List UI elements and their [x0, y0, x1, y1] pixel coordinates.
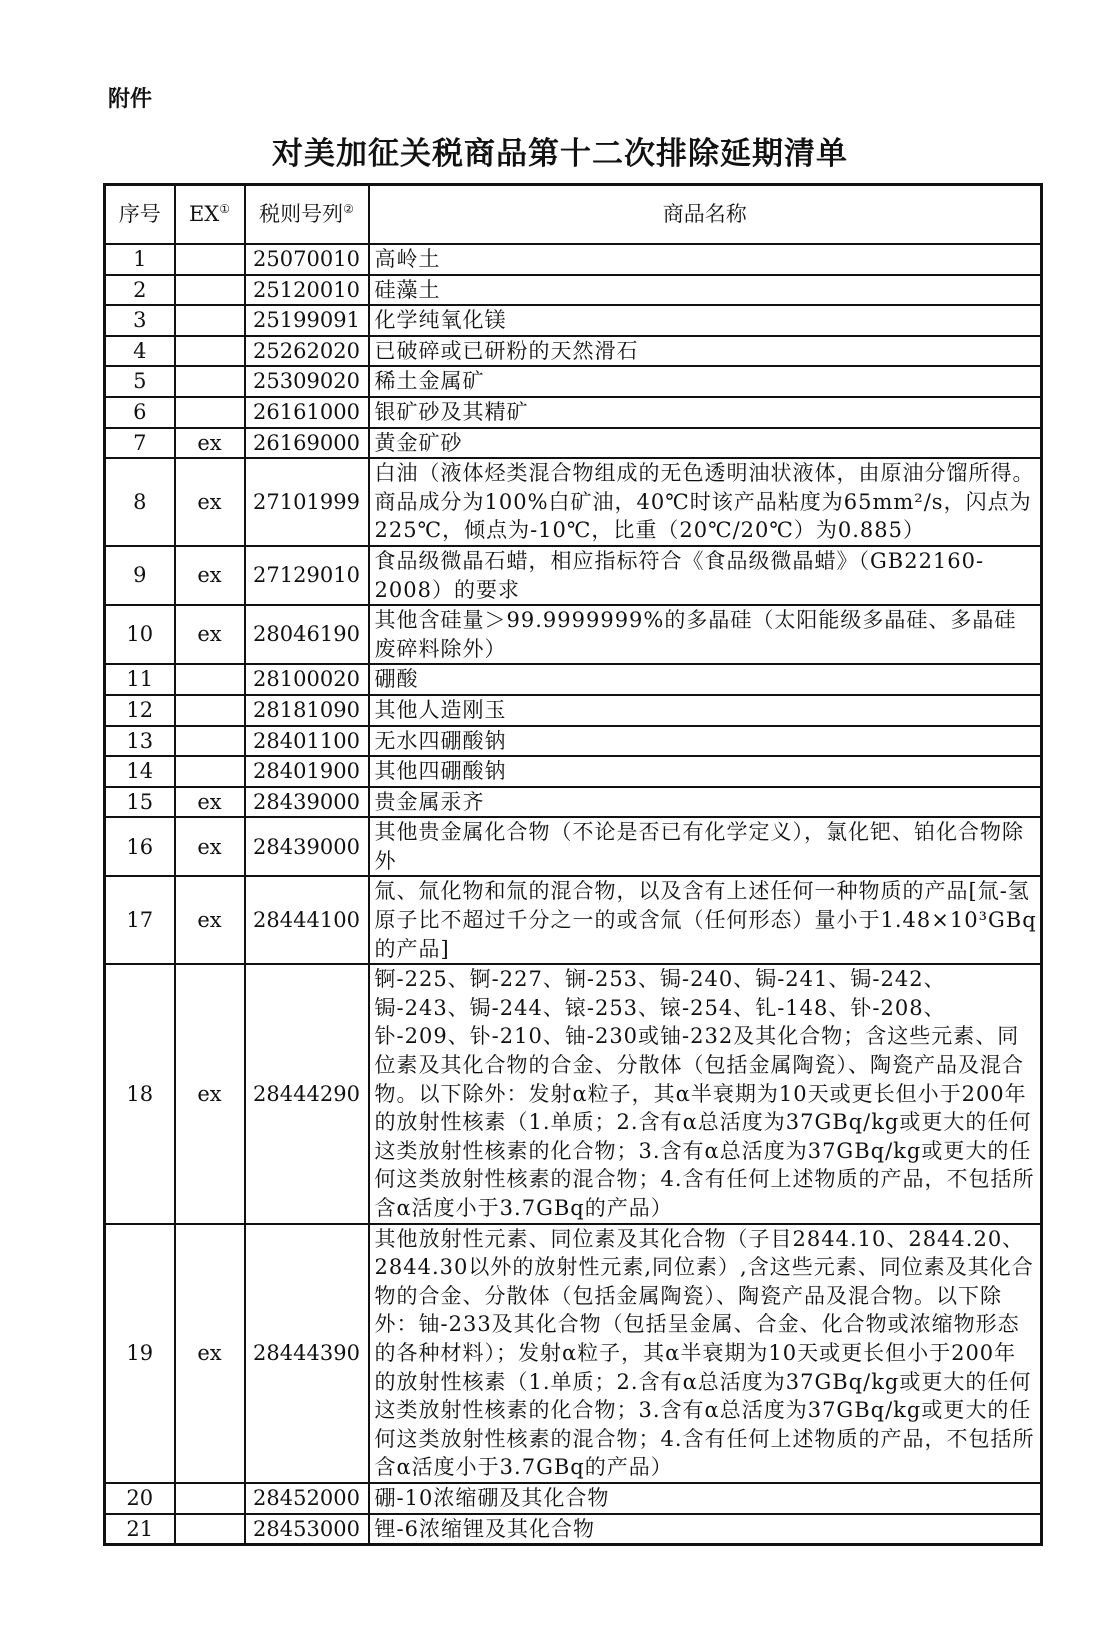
row-name: 食品级微晶石蜡，相应指标符合《食品级微晶蜡》（GB22160-2008）的要求	[369, 546, 1042, 605]
row-name: 硼-10浓缩硼及其化合物	[369, 1483, 1042, 1514]
row-code: 26169000	[245, 428, 369, 459]
row-code: 28401100	[245, 726, 369, 757]
row-seq: 10	[105, 605, 175, 664]
row-code: 28100020	[245, 664, 369, 695]
table-row	[105, 664, 1042, 695]
row-code: 26161000	[245, 397, 369, 428]
row-code: 28444100	[245, 876, 369, 964]
row-name: 贵金属汞齐	[369, 787, 1042, 818]
row-code: 25070010	[245, 244, 369, 275]
row-name: 银矿砂及其精矿	[369, 397, 1042, 428]
row-name: 化学纯氧化镁	[369, 305, 1042, 336]
row-name: 无水四硼酸钠	[369, 726, 1042, 757]
row-name: 其他含硅量＞99.9999999%的多晶硅（太阳能级多晶硅、多晶硅废碎料除外）	[369, 605, 1042, 664]
table-row	[105, 244, 1042, 275]
row-ex: ex	[175, 546, 245, 605]
row-ex: ex	[175, 787, 245, 818]
row-seq: 11	[105, 664, 175, 695]
row-seq: 15	[105, 787, 175, 818]
table-row	[105, 336, 1042, 367]
row-ex	[175, 1483, 245, 1514]
row-code: 28401900	[245, 756, 369, 787]
table-row	[105, 428, 1042, 459]
row-code: 28452000	[245, 1483, 369, 1514]
row-code: 25309020	[245, 366, 369, 397]
row-name: 锂-6浓缩锂及其化合物	[369, 1514, 1042, 1545]
table-row	[105, 458, 1042, 546]
row-ex	[175, 275, 245, 306]
row-ex	[175, 336, 245, 367]
table-row	[105, 366, 1042, 397]
header-ex-label: EX	[188, 202, 220, 227]
row-ex: ex	[175, 1224, 245, 1483]
table-row	[105, 275, 1042, 306]
table-row	[105, 1483, 1042, 1514]
row-code: 28046190	[245, 605, 369, 664]
row-name: 其他人造刚玉	[369, 695, 1042, 726]
row-seq: 4	[105, 336, 175, 367]
header-code-label: 税则号列	[259, 202, 344, 227]
table-row	[105, 726, 1042, 757]
row-code: 28439000	[245, 787, 369, 818]
row-seq: 6	[105, 397, 175, 428]
header-seq: 序号	[105, 185, 175, 245]
row-ex	[175, 695, 245, 726]
row-seq: 17	[105, 876, 175, 964]
table-row	[105, 546, 1042, 605]
document-title: 对美加征关税商品第十二次排除延期清单	[272, 136, 848, 172]
row-code: 28444290	[245, 964, 369, 1223]
table-row	[105, 817, 1042, 876]
row-code: 28453000	[245, 1514, 369, 1545]
row-code: 25120010	[245, 275, 369, 306]
row-ex	[175, 305, 245, 336]
row-seq: 19	[105, 1224, 175, 1483]
row-seq: 8	[105, 458, 175, 546]
row-seq: 16	[105, 817, 175, 876]
row-ex	[175, 397, 245, 428]
header-code	[245, 185, 369, 245]
row-ex	[175, 244, 245, 275]
row-ex: ex	[175, 876, 245, 964]
table-row	[105, 1514, 1042, 1545]
row-seq: 13	[105, 726, 175, 757]
row-ex: ex	[175, 428, 245, 459]
row-seq: 14	[105, 756, 175, 787]
row-name: 硅藻土	[369, 275, 1042, 306]
row-ex	[175, 1514, 245, 1545]
attachment-label: 附件	[108, 87, 153, 112]
table-row	[105, 964, 1042, 1223]
row-seq: 20	[105, 1483, 175, 1514]
table-row	[105, 1224, 1042, 1483]
table-row	[105, 605, 1042, 664]
row-seq: 3	[105, 305, 175, 336]
row-ex	[175, 664, 245, 695]
row-code: 28439000	[245, 817, 369, 876]
row-name: 氚、氚化物和氚的混合物，以及含有上述任何一种物质的产品[氚-氢原子比不超过千分之一的或含氚（任何形态）量小于1.48×10³GBq的产品]	[369, 876, 1042, 964]
row-code: 27129010	[245, 546, 369, 605]
row-name: 稀土金属矿	[369, 366, 1042, 397]
table-row	[105, 397, 1042, 428]
row-code: 25199091	[245, 305, 369, 336]
row-code: 27101999	[245, 458, 369, 546]
row-name: 其他放射性元素、同位素及其化合物（子目2844.10、2844.20、2844.30以外的放射性元素,同位素）,含这些元素、同位素及其化合物的合金、分散体（包括金属陶瓷）、陶瓷产品及混合物。以下除外：铀-233及其化合物（包括呈金属、合金、化合物或浓缩物形态的各种材料）；发射α粒子，其α半衰期为10天或更长但小于200年的放射性核素（1.单质；2.含有α总活度为37GBq/kg或更大的任何这类放射性核素的化合物；3.含有α总活度为37GBq/kg或更大的任何这类放射性核素的混合物；4.含有任何上述物质的产品，不包括所含α活度小于3.7GBq的产品）	[369, 1224, 1042, 1483]
row-seq: 2	[105, 275, 175, 306]
row-code: 28444390	[245, 1224, 369, 1483]
row-seq: 9	[105, 546, 175, 605]
row-ex: ex	[175, 458, 245, 546]
row-ex: ex	[175, 817, 245, 876]
row-seq: 1	[105, 244, 175, 275]
row-name: 锕-225、锕-227、锎-253、锔-240、锔-241、锔-242、锔-243、锔-244、锿-253、锿-254、钆-148、钋-208、钋-209、钋-210、铀-230或铀-232及其化合物；含这些元素、同位素及其化合物的合金、分散体（包括金属陶瓷）、陶瓷产品及混合物。以下除外：发射α粒子，其α半衰期为10天或更长但小于200年的放射性核素（1.单质；2.含有α总活度为37GBq/kg或更大的任何这类放射性核素的化合物；3.含有α总活度为37GBq/kg或更大的任何这类放射性核素的混合物；4.含有任何上述物质的产品，不包括所含α活度小于3.7GBq的产品）	[369, 964, 1042, 1223]
row-name: 黄金矿砂	[369, 428, 1042, 459]
row-ex	[175, 726, 245, 757]
row-name: 已破碎或已研粉的天然滑石	[369, 336, 1042, 367]
row-name: 白油（液体烃类混合物组成的无色透明油状液体，由原油分馏所得。商品成分为100%白矿油，40℃时该产品粘度为65mm²/s，闪点为225℃，倾点为-10℃，比重（20℃/20℃）为0.885）	[369, 458, 1042, 546]
row-name: 其他贵金属化合物（不论是否已有化学定义），氯化钯、铂化合物除外	[369, 817, 1042, 876]
row-seq: 18	[105, 964, 175, 1223]
row-seq: 21	[105, 1514, 175, 1545]
header-ex-footnote: ①	[219, 202, 231, 217]
exclusion-list-table	[103, 183, 1043, 1546]
row-name: 硼酸	[369, 664, 1042, 695]
row-seq: 12	[105, 695, 175, 726]
row-name: 高岭土	[369, 244, 1042, 275]
table-row	[105, 787, 1042, 818]
table-body	[105, 244, 1042, 1545]
row-ex: ex	[175, 964, 245, 1223]
row-code: 25262020	[245, 336, 369, 367]
table-row	[105, 305, 1042, 336]
row-ex	[175, 756, 245, 787]
row-code: 28181090	[245, 695, 369, 726]
header-ex	[175, 185, 245, 245]
table-header-row	[105, 185, 1042, 245]
table-row	[105, 756, 1042, 787]
row-ex	[175, 366, 245, 397]
table-row	[105, 876, 1042, 964]
row-seq: 5	[105, 366, 175, 397]
row-ex: ex	[175, 605, 245, 664]
table-row	[105, 695, 1042, 726]
header-code-footnote: ②	[343, 202, 354, 217]
row-name: 其他四硼酸钠	[369, 756, 1042, 787]
row-seq: 7	[105, 428, 175, 459]
header-name: 商品名称	[369, 185, 1042, 245]
